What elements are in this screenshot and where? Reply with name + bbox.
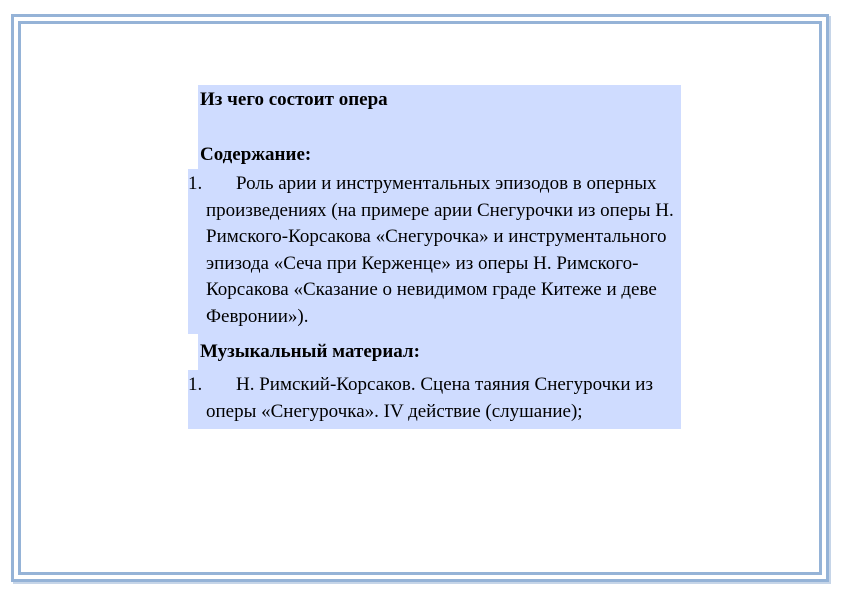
title-block — [198, 85, 681, 169]
music-list — [188, 370, 681, 429]
list-item — [188, 372, 681, 425]
music-heading: Музыкальный материал: — [200, 341, 420, 362]
contents-heading: Содержание: — [200, 144, 312, 165]
list-item-number: 1. — [188, 173, 203, 194]
list-item-text: Роль арии и инструментальных эпизодов в оперных произведениях (на примере арии Снегурочки из оперы Н. Римского-Корсакова «Снегурочка» и инструментального эпизода «Сеча при Керженце» из оперы Н. Римского-Корсакова «Сказание о невидимом граде Китеже и деве Февронии»). — [206, 173, 674, 327]
slide-content — [188, 85, 681, 429]
list-item-text: Н. Римский-Корсаков. Сцена таяния Снегурочки из оперы «Снегурочка». IV действие (слушание); — [206, 374, 653, 422]
music-heading-block — [198, 334, 681, 370]
list-item — [188, 171, 681, 330]
slide-title: Из чего состоит опера — [200, 89, 388, 110]
contents-list — [188, 169, 681, 334]
list-item-number: 1. — [188, 374, 203, 395]
